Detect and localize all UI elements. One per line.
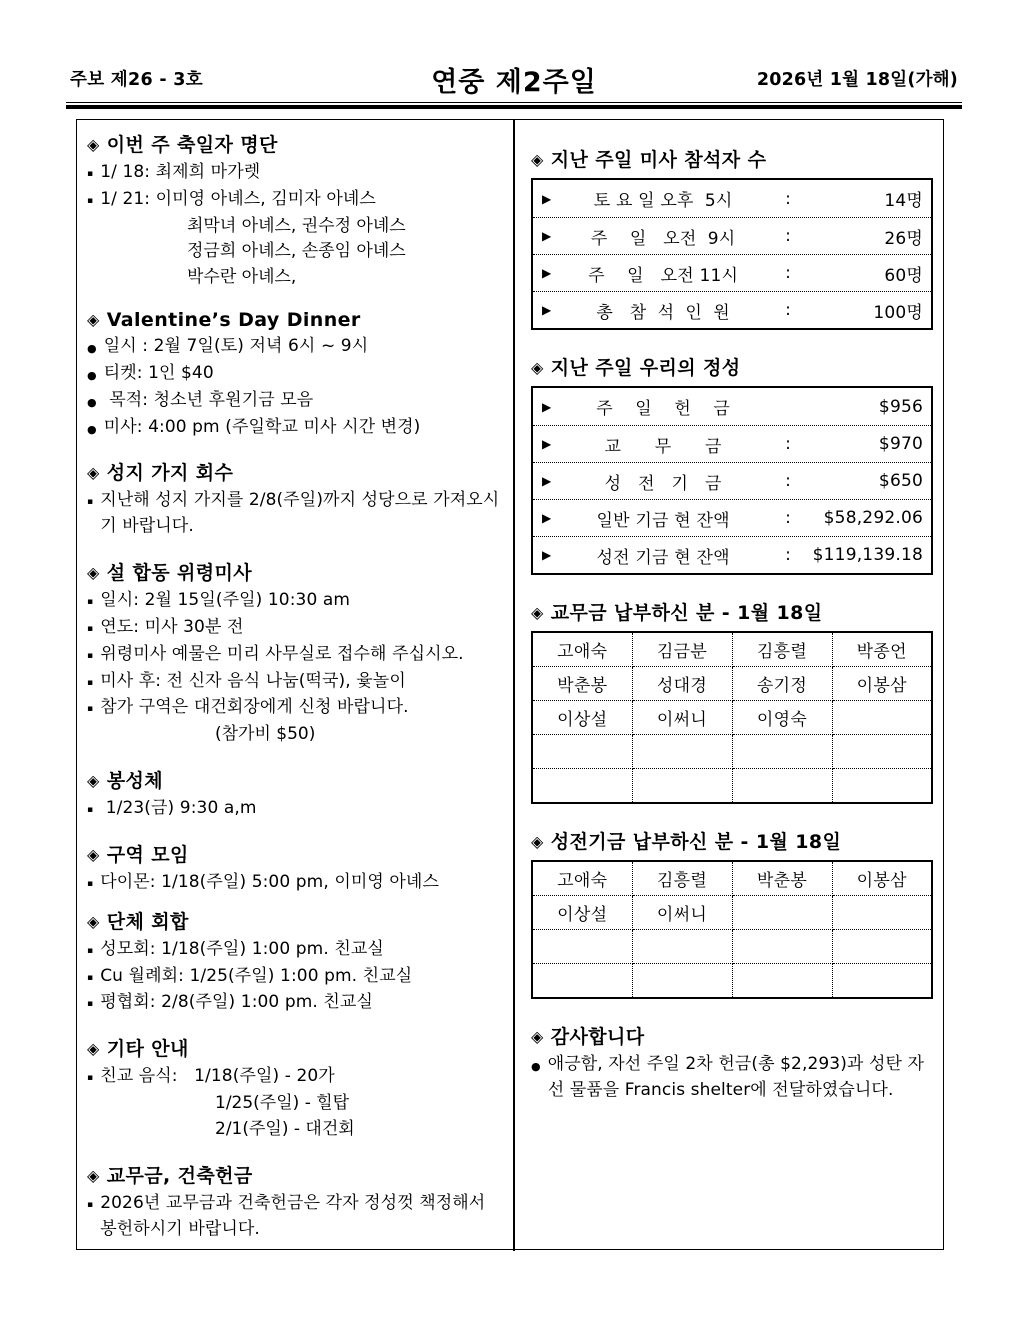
table-row [533,499,931,536]
name-cell [732,896,832,930]
row-colon: : [785,471,791,491]
section-heading [87,309,505,331]
row-value: $956 [878,396,923,417]
spacer [87,825,505,840]
list-item [87,415,505,441]
name-cell [732,964,832,999]
header-rule-thin [66,102,962,103]
spacer [87,899,505,907]
section-dues-payers [531,598,933,804]
row-value: $119,139.18 [812,545,923,565]
square-bullet-icon: ▪ [87,704,94,715]
diamond-icon: ◈ [531,358,544,377]
circle-bullet-icon: ● [531,1060,541,1073]
diamond-icon: ◈ [87,563,100,583]
square-bullet-icon: ▪ [87,623,94,634]
triangle-icon: ▶ [542,548,552,562]
row-label: 주 일 오전 9시 [590,228,736,249]
list-item [87,990,505,1016]
list-item [87,1191,505,1243]
diamond-icon: ◈ [531,1027,544,1046]
name-cell [732,769,832,804]
food-schedule-line: 2/1(주일) - 대건회 [215,1118,355,1139]
name-cell [532,769,632,804]
header-rule-thick [66,105,962,109]
name-cell [632,930,732,964]
section-heading [531,145,933,172]
section-group-meetings [87,907,505,1016]
list-item-label: 목적: 청소년 후원기금 모음 [103,389,314,410]
diamond-icon: ◈ [87,1165,100,1185]
list-item [87,695,505,721]
spacer [87,1146,505,1161]
list-item-label: 다이몬: 1/18(주일) 5:00 pm, 이미영 아녜스 [100,871,439,892]
spacer [531,1002,933,1022]
spacer [531,333,933,353]
table-row [532,896,932,930]
heading-label: 교무금, 건축헌금 [106,1164,253,1187]
heading-label: Valentine’s Day Dinner [106,309,361,332]
table-row [532,930,932,964]
section-heading [87,558,505,585]
table-row [532,701,932,735]
row-colon: : [785,188,791,209]
content-box [76,119,944,1250]
row-colon: : [785,226,791,246]
circle-bullet-icon: ● [87,368,97,382]
square-bullet-icon: ▪ [87,677,94,688]
heading-label: 교무금 납부하신 분 - 1월 18일 [550,602,823,624]
offering-table [531,386,933,575]
list-item [87,1064,505,1090]
attendance-table [531,178,933,330]
name-cell [832,769,932,804]
list-item-label: 평협회: 2/8(주일) 1:00 pm. 친교실 [100,992,373,1013]
name-cell [832,964,932,999]
heading-label: 지난 주일 미사 참석자 수 [550,149,767,171]
bulletin-date: 2026년 1월 18일(가해) [756,70,958,90]
table-row [533,462,931,499]
list-item-label: 1/ 18: 최제희 마가렛 [100,162,261,182]
name-cell: 김흥렬 [632,861,732,896]
row-value: 100명 [873,302,923,323]
list-item-label: 티켓: 1인 $40 [103,362,214,383]
row-label: 교 무 금 [604,436,722,457]
triangle-icon: ▶ [542,266,552,280]
section-valentine-dinner [87,309,505,440]
list-item [87,615,505,641]
square-bullet-icon: ▪ [87,878,94,889]
square-bullet-icon: ▪ [87,972,94,983]
section-heading [87,840,505,867]
name-cell [632,964,732,999]
left-column [77,120,513,1251]
list-item-label: 2026년 교무금과 건축헌금은 각자 정성껏 책정해서 봉헌하시기 바랍니다. [100,1192,491,1239]
section-other-notices [87,1034,505,1142]
list-item-label: 1/23(금) 9:30 a,m [100,798,257,819]
triangle-icon: ▶ [542,511,552,525]
feast-continuation-line: 박수란 아녜스, [187,267,297,288]
square-bullet-icon: ▪ [87,999,94,1010]
row-label: 성전 기금 현 잔액 [596,547,730,568]
circle-bullet-icon: ● [87,422,97,436]
spacer [531,807,933,827]
section-church-dues [87,1161,505,1243]
name-cell: 고애숙 [532,632,632,667]
spacer [531,578,933,598]
diamond-icon: ◈ [87,310,100,330]
section-heading [87,1034,505,1061]
row-colon: : [785,263,791,283]
heading-label: 이번 주 축일자 명단 [106,134,278,156]
list-item-label: 애긍함, 자선 주일 2차 헌금(총 $2,293)과 성탄 자선 물품을 Francis shelter에 전달하였습니다. [547,1054,925,1100]
list-item-label: 1/ 21: 이미영 아녜스, 김미자 아녜스 [100,188,376,209]
diamond-icon: ◈ [87,1039,100,1059]
table-row [532,964,932,999]
name-cell: 이봉삼 [832,861,932,896]
section-offering [531,353,933,575]
list-item [87,669,505,695]
list-item-label: 일시: 2월 15일(주일) 10:30 am [100,590,351,611]
square-bullet-icon: ▪ [87,1199,94,1210]
name-cell [832,735,932,769]
list-item [87,160,505,186]
list-item [87,642,505,668]
section-heading [87,130,505,157]
spacer [87,294,505,309]
name-cell [732,930,832,964]
name-cell: 고애숙 [532,861,632,896]
name-cell: 이상설 [532,896,632,930]
triangle-icon: ▶ [542,399,552,414]
section-communion-visit [87,766,505,822]
name-cell [832,701,932,735]
table-row [532,861,932,896]
row-value: 14명 [884,191,923,211]
memorial-fee-note: (참가비 $50) [215,724,316,745]
name-cell: 박춘봉 [532,667,632,701]
list-item [531,1052,933,1104]
section-heading [87,458,505,485]
row-value: $970 [878,434,923,454]
spacer [531,130,933,145]
name-cell: 박춘봉 [732,861,832,896]
spacer [87,751,505,766]
name-cell: 김금분 [632,632,732,667]
name-cell: 송기정 [732,667,832,701]
spacer [87,443,505,458]
list-item [87,334,505,360]
name-cell [632,769,732,804]
row-value: 60명 [884,265,923,286]
list-item [87,187,505,213]
diamond-icon: ◈ [531,150,544,169]
name-cell: 이써니 [632,896,732,930]
diamond-icon: ◈ [87,844,100,864]
square-bullet-icon: ▪ [87,650,94,661]
section-heading [87,907,505,934]
section-temple-fund-payers [531,827,933,999]
food-schedule-line: 1/25(주일) - 힐탑 [215,1093,350,1114]
name-cell: 이상설 [532,701,632,735]
diamond-icon: ◈ [87,911,100,931]
name-cell [732,735,832,769]
section-district-meeting [87,840,505,896]
row-value: $58,292.06 [823,508,923,528]
section-heading [531,353,933,380]
diamond-icon: ◈ [531,832,544,851]
name-cell: 이봉삼 [832,667,932,701]
table-row [533,536,931,573]
heading-label: 지난 주일 우리의 정성 [550,357,741,379]
heading-label: 설 합동 위령미사 [106,562,253,585]
table-row [533,425,931,462]
row-colon: : [785,545,791,565]
heading-label: 단체 회합 [106,910,189,933]
section-heading [87,1161,505,1188]
list-item [87,870,505,896]
table-row [532,769,932,804]
dues-payers-table [531,631,933,804]
heading-label: 성지 가지 회수 [106,462,234,485]
section-attendance [531,145,933,330]
list-item-label: 일시 : 2월 7일(토) 저녁 6시 ~ 9시 [103,336,369,357]
section-feast-days [87,130,505,291]
section-palm-branch-return [87,458,505,540]
spacer [87,543,505,558]
right-column [515,120,945,1251]
section-heading [531,598,933,625]
row-colon: : [785,508,791,528]
section-heading [531,1022,933,1049]
triangle-icon: ▶ [542,303,552,317]
temple-fund-payers-table [531,860,933,999]
diamond-icon: ◈ [87,135,100,154]
triangle-icon: ▶ [542,474,552,488]
diamond-icon: ◈ [87,463,100,483]
heading-label: 기타 안내 [106,1038,189,1061]
diamond-icon: ◈ [87,771,100,791]
name-cell: 이써니 [632,701,732,735]
triangle-icon: ▶ [542,229,552,243]
list-item-label: Cu 월례회: 1/25(주일) 1:00 pm. 친교실 [100,965,413,986]
list-item [87,964,505,990]
row-value: $650 [878,471,923,491]
name-cell: 박종언 [832,632,932,667]
table-row [533,388,931,425]
row-label: 토 요 일 오후 5시 [593,191,733,211]
square-bullet-icon: ▪ [87,597,94,608]
list-item [87,488,505,540]
name-cell [832,896,932,930]
list-item [87,361,505,387]
row-label: 주 일 헌 금 [596,399,730,419]
table-row [532,667,932,701]
name-cell [532,930,632,964]
bulletin-number: 주보 제26 - 3호 [70,70,203,90]
list-item-label: 미사: 4:00 pm (주일학교 미사 시간 변경) [103,416,421,437]
square-bullet-icon: ▪ [87,497,94,508]
section-memorial-mass [87,558,505,748]
table-row [533,254,931,291]
spacer [87,1019,505,1034]
row-label: 일반 기금 현 잔액 [596,510,730,531]
section-heading [87,766,505,793]
circle-bullet-icon: ● [87,342,97,356]
name-cell [832,930,932,964]
row-colon: : [785,434,791,454]
table-row [533,217,931,254]
heading-label: 구역 모임 [106,843,189,866]
name-cell [532,964,632,999]
list-item-label: 위령미사 예물은 미리 사무실로 접수해 주십시오. [100,643,464,664]
section-heading [531,827,933,854]
name-cell [532,735,632,769]
heading-label: 성전기금 납부하신 분 - 1월 18일 [550,831,842,853]
triangle-icon: ▶ [542,437,552,451]
row-colon: : [785,300,791,320]
heading-label: 감사합니다 [550,1026,645,1048]
table-row [533,291,931,328]
list-item-label: 연도: 미사 30분 전 [100,616,244,637]
list-item [87,588,505,614]
list-item [87,937,505,963]
row-label: 성 전 기 금 [604,473,722,494]
feast-continuation-line: 최막녀 아녜스, 권수정 아녜스 [187,215,406,236]
list-item [87,796,505,822]
row-value: 26명 [884,228,923,249]
square-bullet-icon: ▪ [87,195,94,206]
square-bullet-icon: ▪ [87,169,94,179]
diamond-icon: ◈ [531,603,544,622]
list-item-label: 참가 구역은 대건회장에게 신청 바랍니다. [100,697,409,718]
name-cell: 성대경 [632,667,732,701]
list-item-label: 미사 후: 전 신자 음식 나눔(떡국), 윷놀이 [100,670,406,691]
table-row [532,735,932,769]
row-label: 주 일 오전 11시 [588,265,739,286]
feast-continuation-line: 정금희 아녜스, 손종임 아녜스 [187,241,406,262]
circle-bullet-icon: ● [87,395,97,409]
masthead [70,60,958,102]
table-row [533,180,931,217]
square-bullet-icon: ▪ [87,945,94,956]
list-item-label: 친교 음식: 1/18(주일) - 20가 [100,1066,335,1087]
square-bullet-icon: ▪ [87,1073,94,1084]
page-title: 연중 제2주일 [431,67,597,98]
square-bullet-icon: ▪ [87,805,94,816]
list-item-label: 성모회: 1/18(주일) 1:00 pm. 친교실 [100,938,384,959]
name-cell [632,735,732,769]
name-cell: 이영숙 [732,701,832,735]
section-thanks [531,1022,933,1104]
row-label: 총 참 석 인 원 [596,302,730,323]
heading-label: 봉성체 [106,770,163,793]
list-item-label: 지난해 성지 가지를 2/8(주일)까지 성당으로 가져오시기 바랍니다. [100,490,500,537]
triangle-icon: ▶ [542,191,552,206]
list-item [87,388,505,414]
table-row [532,632,932,667]
name-cell: 김흥렬 [732,632,832,667]
